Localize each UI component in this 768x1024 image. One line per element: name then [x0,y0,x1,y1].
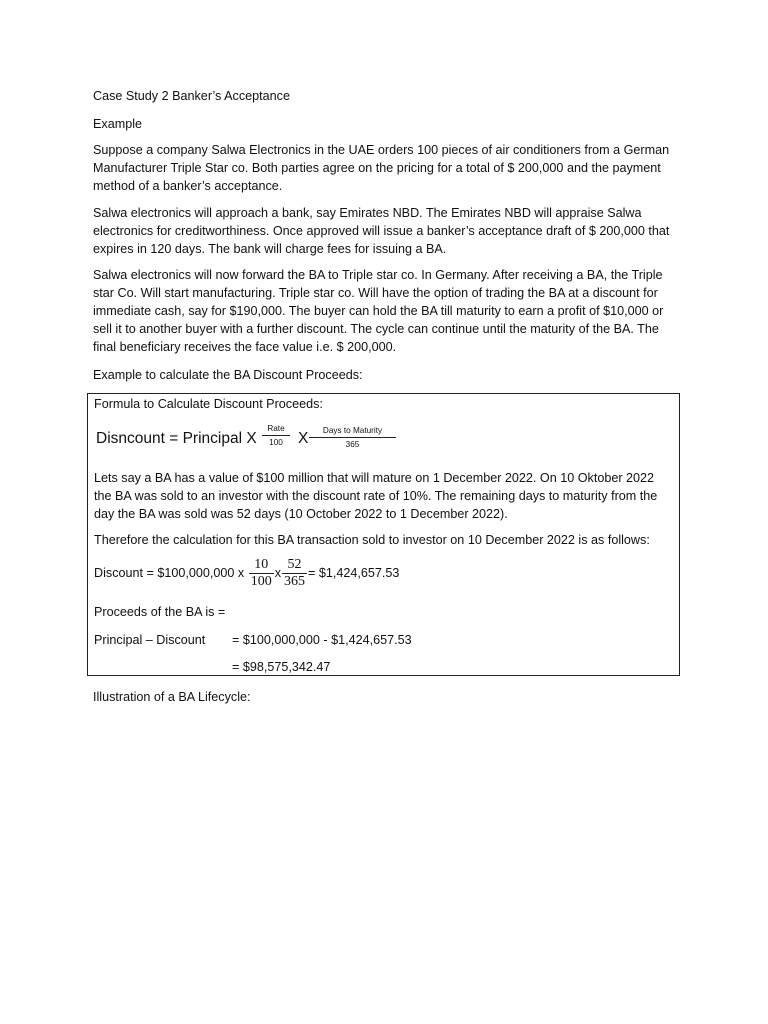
rate-fraction-value [249,557,274,590]
paragraph-therefore: Therefore the calculation for this BA transaction sold to investor on 10 December 2022 is as follows: [94,533,650,547]
example-calc-heading: Example to calculate the BA Discount Proceeds: [93,368,363,382]
formula-heading: Formula to Calculate Discount Proceeds: [94,397,323,411]
example-heading: Example [93,117,142,131]
calc-result: = $1,424,657.53 [307,565,400,580]
principal-discount-label: Principal – Discount [94,633,206,647]
fraction-numerator: 10 [249,557,274,574]
rate-fraction [262,424,290,447]
discount-calculation [94,557,399,590]
fraction-numerator: 52 [282,557,307,574]
paragraph-bank: Salwa electronics will approach a bank, say Emirates NBD. The Emirates NBD will appraise Salwa electronics for creditworthiness. Once approved will issue a banker’s acceptance draft of $ 200,000 that expires in 120 days. The bank will charge fees for issuing a BA. [93,206,670,256]
fraction-line [262,435,290,436]
proceeds-line-1: = $100,000,000 - $1,424,657.53 [232,633,412,647]
fraction-line [309,437,396,438]
proceeds-label: Proceeds of the BA is = [94,605,226,619]
formula-lhs: Disncount = Principal X [96,430,257,447]
rate-numerator: Rate [267,424,285,433]
paragraph-order: Suppose a company Salwa Electronics in the UAE orders 100 pieces of air conditioners from a German Manufacturer Triple Star co. Both parties agree on the pricing for a total of $ 200,000 and the payment method of a banker’s acceptance. [93,143,670,193]
fraction-denominator: 365 [283,574,305,589]
document-title: Case Study 2 Banker’s Acceptance [93,89,290,103]
discount-formula [96,420,416,460]
days-denominator: 365 [345,440,360,449]
paragraph-forward: Salwa electronics will now forward the BA to Triple star co. In Germany. After receiving a BA, the Triple star Co. Will start manufacturing. Triple star co. Will have the option of trading the BA at a discount for immediate cash, say for $190,000. The buyer can hold the BA till maturity to earn a profit of $10,000 or sell it to another buyer with a further discount. The cycle can continue until the maturity of the BA. The final beneficiary receives the face value i.e. $ 200,000. [93,268,664,354]
rate-denominator: 100 [269,438,283,447]
calc-prefix: Discount = $100,000,000 x [94,565,245,580]
days-fraction-value [282,557,307,590]
calc-multiply: x [274,565,281,580]
days-fraction [309,426,396,449]
calculation-box [87,393,680,676]
fraction-denominator: 100 [250,574,272,589]
proceeds-line-2: = $98,575,342.47 [232,660,331,674]
days-numerator: Days to Maturity [322,426,383,435]
formula-times: X [298,430,309,447]
paragraph-example: Lets say a BA has a value of $100 million that will mature on 1 December 2022. On 10 Oktober 2022 the BA was sold to an investor with the discount rate of 10%. The remaining days to maturity from the day the BA was sold was 52 days (10 October 2022 to 1 December 2022). [94,471,658,521]
illustration-heading: Illustration of a BA Lifecycle: [93,690,251,704]
